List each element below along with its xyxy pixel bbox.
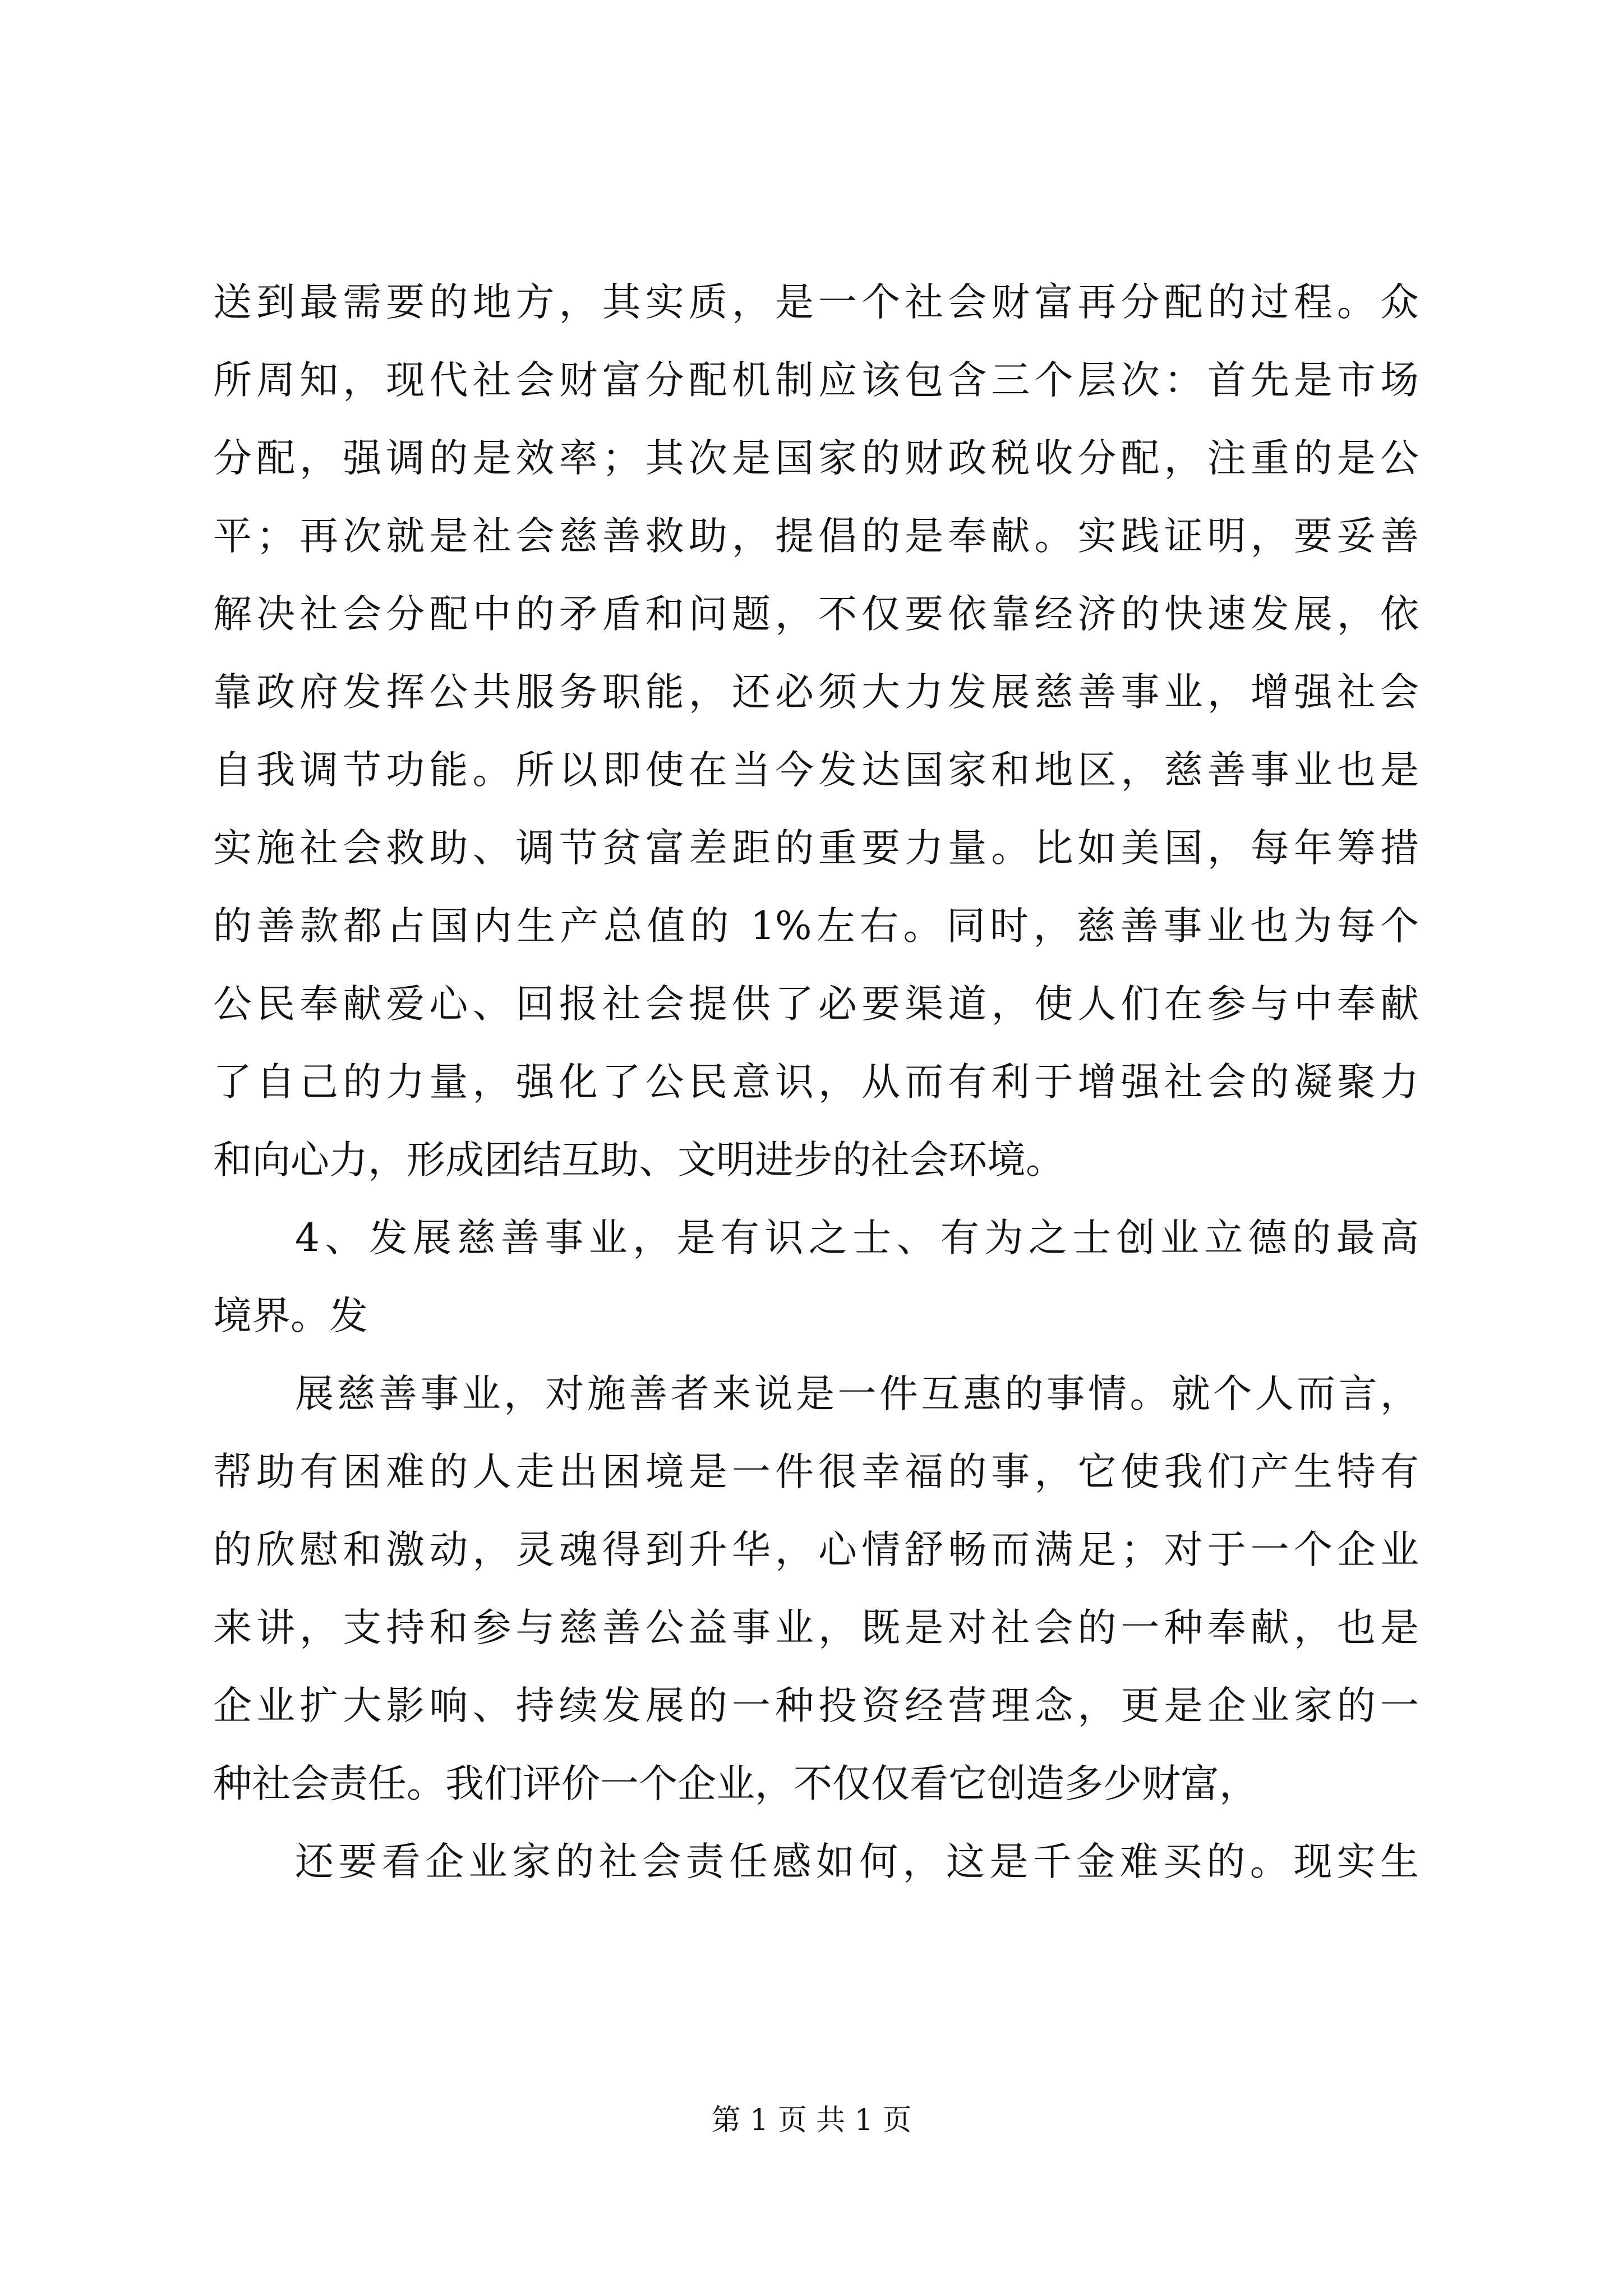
text-line: 分配，强调的是效率；其次是国家的财政税收分配，注重的是公: [213, 436, 1419, 481]
text-line: 展慈善事业，对施善者来说是一件互惠的事情。就个人而言，: [295, 1372, 1419, 1416]
text-line: 帮助有困难的人走出困境是一件很幸福的事，它使我们产生特有: [213, 1450, 1419, 1494]
text-line: 境界。发: [213, 1294, 368, 1338]
text-line: 实施社会救助、调节贫富差距的重要力量。比如美国，每年筹措: [213, 826, 1419, 871]
text-line: 公民奉献爱心、回报社会提供了必要渠道，使人们在参与中奉献: [213, 982, 1419, 1027]
text-line: 还要看企业家的社会责任感如何，这是千金难买的。现实生: [295, 1839, 1419, 1884]
text-line: 企业扩大影响、持续发展的一种投资经营理念，更是企业家的一: [213, 1683, 1419, 1728]
text-line: 种社会责任。我们评价一个企业，不仅仅看它创造多少财富，: [213, 1761, 1258, 1806]
text-line: 送到最需要的地方，其实质，是一个社会财富再分配的过程。众: [213, 280, 1419, 325]
text-line: 解决社会分配中的矛盾和问题，不仅要依靠经济的快速发展，依: [213, 592, 1419, 637]
page-footer: 第 1 页 共 1 页: [711, 2104, 912, 2137]
text-line: 4、发展慈善事业，是有识之士、有为之士创业立德的最高: [295, 1216, 1419, 1260]
text-line: 了自己的力量，强化了公民意识，从而有利于增强社会的凝聚力: [213, 1060, 1419, 1105]
text-line: 的欣慰和激动，灵魂得到升华，心情舒畅而满足；对于一个企业: [213, 1527, 1419, 1572]
document-body: [213, 264, 1419, 1901]
text-line: 的善款都占国内生产总值的 1%左右。同时，慈善事业也为每个: [213, 904, 1419, 949]
text-line: 所周知，现代社会财富分配机制应该包含三个层次：首先是市场: [213, 358, 1419, 403]
text-line: 和向心力，形成团结互助、文明进步的社会环境。: [213, 1138, 1064, 1182]
text-line: 平；再次就是社会慈善救助，提倡的是奉献。实践证明，要妥善: [213, 514, 1419, 559]
text-line: 自我调节功能。所以即使在当今发达国家和地区，慈善事业也是: [213, 748, 1419, 793]
text-line: 靠政府发挥公共服务职能，还必须大力发展慈善事业，增强社会: [213, 670, 1419, 715]
text-line: 来讲，支持和参与慈善公益事业，既是对社会的一种奉献，也是: [213, 1605, 1419, 1650]
